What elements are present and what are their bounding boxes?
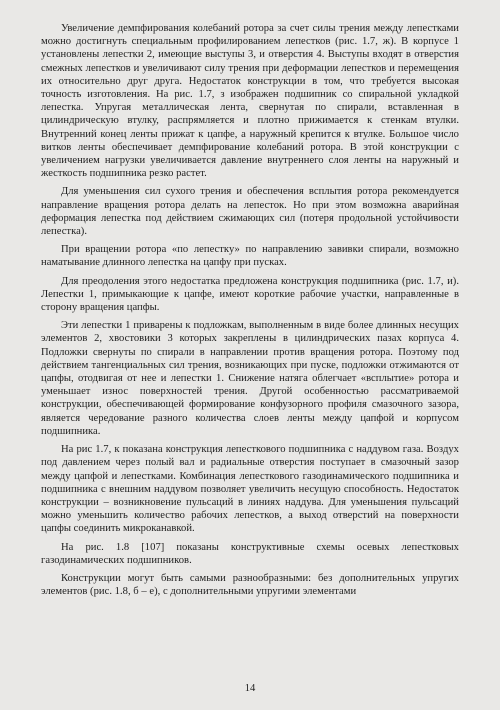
paragraph-dry-friction: Для уменьшения сил сухого трения и обеспечения всплытия ротора рекомендуется направление вращения ротора делать на лепесток. Но при этом возможна аварийная деформация лепестка под действием сжимающих сил (потеря продольной устойчивости лепестка). bbox=[41, 186, 459, 238]
paragraph-axial-bearings: На рис. 1.8 [107] показаны конструктивные схемы осевых лепестковых газодинамических подшипников. bbox=[41, 541, 459, 566]
paragraph-rotation-along-petal: При вращении ротора «по лепестку» по направлению завивки спирали, возможно наматывание длинного лепестка на цапфу при пусках. bbox=[41, 244, 459, 269]
page-number: 14 bbox=[244, 683, 256, 694]
paragraph-gas-pressurization: На рис 1.7, к показана конструкция лепесткового подшипника с наддувом газа. Воздух под давлением через полый вал и радиальные отверстия поступает в смазочный зазор между цапфой и лепестками. Комбинация лепесткового газодинамического подшипника и подшипника с внешним наддувом позволяет увеличить несущую способность. Недостаток конструкции – возникновение пульсаций в линиях наддува. Для уменьшения пульсаций можно уменьшить количество рабочих лепестков, а выход отверстий на поверхности цапфы соединить микроканавкой. bbox=[41, 444, 459, 535]
paragraph-designs-variety: Конструкции могут быть самыми разнообразными: без дополнительных упругих элементов (рис. 1.8, б – е), с дополнительными упругими элементами bbox=[41, 572, 459, 598]
paragraph-damping-profiled-petals: Увеличение демпфирования колебаний ротора за счет силы трения между лепестками можно достигнуть специальным профилированием лепестков (рис. 1.7, ж). В корпусе 1 установлены лепестки 2, имеющие выступы 3, и отверстия 4. Выступы входят в отверстия смежных лепестков и увеличивают силу трения при деформации лепестков и перемещения их относительно друг друга. Недостаток конструкции в том, что требуется высокая точность изготовления. На рис. 1.7, з изображен подшипник со спиральной укладкой лепестка. Упругая металлическая лента, свернутая по спирали, вставленная в цилиндрическую втулку, распрямляется и плотно прижимается к стенкам втулки. Внутренний конец ленты прижат к цапфе, а наружный крепится к втулке. Большое число витков ленты обеспечивает демпфирование колебаний ротора. В этой конструкции с увеличением нагрузки увеличивается давление внутреннего слоя ленты на наружный и жесткость подшипника резко растет. bbox=[41, 23, 459, 180]
paragraph-overcoming-drawback: Для преодоления этого недостатка предложена конструкция подшипника (рис. 1.7, и). Лепестки 1, примыкающие к цапфе, имеют короткие рабочие участки, направленные в сторону вращения цапфы. bbox=[41, 275, 459, 314]
paragraph-welded-petals: Эти лепестки 1 приварены к подложкам, выполненным в виде более длинных несущих элементов 2, хвостовики 3 которых закреплены в цилиндрических пазах корпуса 4. Подложки свернуты по спирали в направлении против вращения ротора. Поэтому под действием тангенциальных сил трения, возникающих при пуске, подложки отжимаются от цапфы, отодвигая от нее и лепестки 1. Снижение натяга облегчает «всплытие» ротора и уменьшает износ поверхностей трения. Другой особенностью рассматриваемой конструкции, обеспечивающей формирование конфузорного профиля смазочного зазора, является чередование разного количества слоев ленты между цапфой и корпусом подшипника. bbox=[41, 320, 459, 437]
